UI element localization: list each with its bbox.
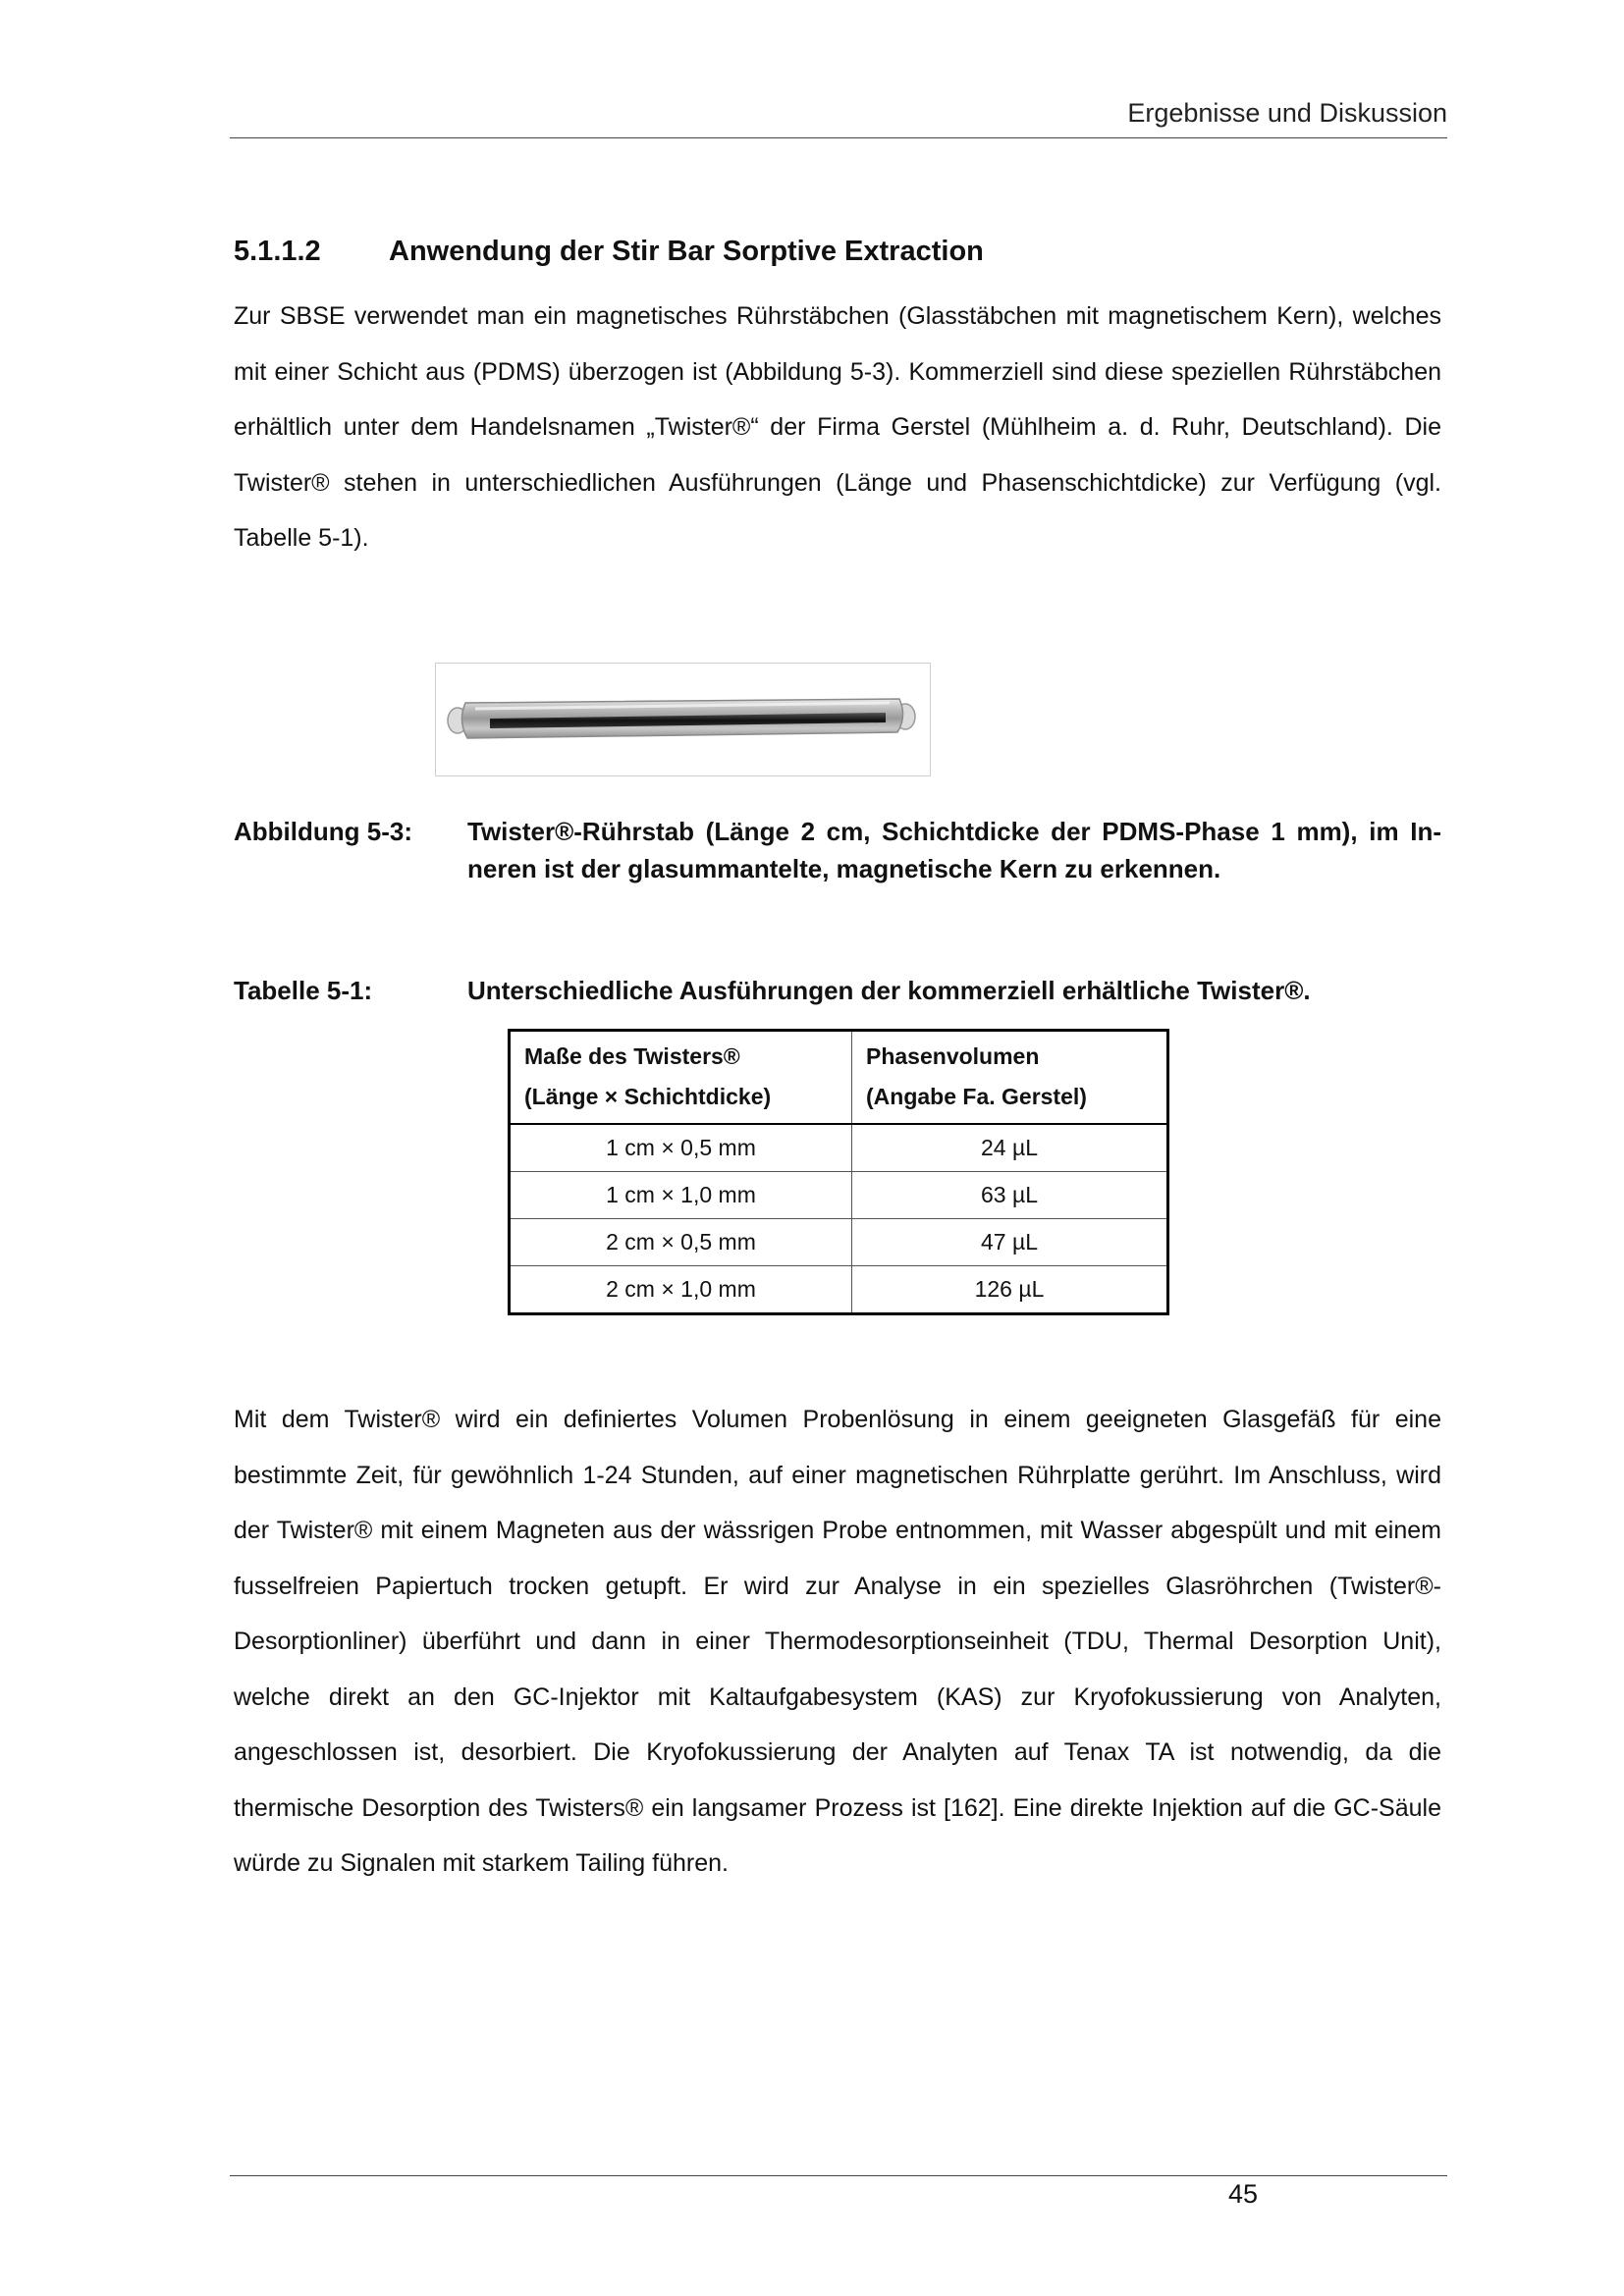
cell-dimensions: 1 cm × 1,0 mm	[510, 1172, 852, 1219]
cell-dimensions: 2 cm × 0,5 mm	[510, 1219, 852, 1266]
figure-label: Abbildung 5-3:	[234, 817, 412, 846]
section-heading	[234, 236, 984, 268]
running-header: Ergebnisse und Diskussion	[1127, 98, 1447, 128]
table-row	[510, 1266, 1168, 1314]
section-title: Anwendung der Stir Bar Sorptive Extraction	[389, 236, 984, 267]
header-phase-volume: Phasenvolumen (Angabe Fa. Gerstel)	[852, 1031, 1168, 1125]
table-row	[510, 1124, 1168, 1172]
cell-volume: 24 µL	[852, 1124, 1168, 1172]
section-number: 5.1.1.2	[234, 236, 321, 267]
table-caption: Unterschiedliche Ausführungen der kommerziell erhältliche Twister®.	[467, 976, 1311, 1005]
table-header-row	[510, 1031, 1168, 1125]
procedure-paragraph: Mit dem Twister® wird ein definiertes Volumen Probenlösung in einem geeigneten Glasgefäß für eine bestimmte Zeit, für gewöhnlich 1-24 Stunden, auf einer magnetischen Rührplatte gerührt. Im Anschluss, wird der Twister® mit einem Magneten aus der wässrigen Probe entnommen, mit Wasser abgespült und mit einem fusselfreien Papiertuch trocken getupft. Er wird zur Analyse in ein spezielles Glasröhrchen (Twister®-Desorptionliner) überführt und dann in einer Thermodesorptionseinheit (TDU, Thermal Desorption Unit), welche direkt an den GC-Injektor mit Kaltaufgabesystem (KAS) zur Kryofokussierung von Analyten, angeschlossen ist, desorbiert. Die Kryofokussierung der Analyten auf Tenax TA ist notwendig, da die thermische Desorption des Twisters® ein langsamer Prozess ist [162]. Eine direkte Injektion auf die GC-Säule würde zu Signalen mit starkem Tailing führen.	[234, 1406, 1441, 1877]
intro-paragraph: Zur SBSE verwendet man ein magnetisches Rührstäbchen (Glasstäbchen mit magnetischem Kern), welches mit einer Schicht aus (PDMS) überzogen ist (Abbildung 5-3). Kommerziell sind diese speziellen Rührstäbchen erhältlich unter dem Handelsnamen „Twister®“ der Firma Gerstel (Mühlheim a. d. Ruhr, Deutschland). Die Twister® stehen in unterschiedlichen Ausführungen (Länge und Phasenschichtdicke) zur Verfügung (vgl. Tabelle 5-1).	[234, 302, 1441, 552]
cell-volume: 126 µL	[852, 1266, 1168, 1314]
twister-variants-table	[508, 1029, 1169, 1315]
cell-volume: 63 µL	[852, 1172, 1168, 1219]
table-label: Tabelle 5-1:	[234, 976, 373, 1005]
figure-caption: Twister®-Rührstab (Länge 2 cm, Schichtdicke der PDMS-Phase 1 mm), im Inneren ist der glasummantelte, magnetische Kern zu erkennen.	[467, 817, 1441, 883]
table-row	[510, 1172, 1168, 1219]
cell-dimensions: 2 cm × 1,0 mm	[510, 1266, 852, 1314]
cell-volume: 47 µL	[852, 1219, 1168, 1266]
footer-rule	[230, 2175, 1447, 2176]
table-row	[510, 1219, 1168, 1266]
twister-stir-bar-image	[435, 663, 931, 776]
page-number: 45	[1227, 2179, 1259, 2209]
header-dimensions: Maße des Twisters® (Länge × Schichtdicke)	[510, 1031, 852, 1125]
header-rule	[230, 137, 1447, 138]
cell-dimensions: 1 cm × 0,5 mm	[510, 1124, 852, 1172]
stir-bar-illustration	[436, 664, 930, 775]
